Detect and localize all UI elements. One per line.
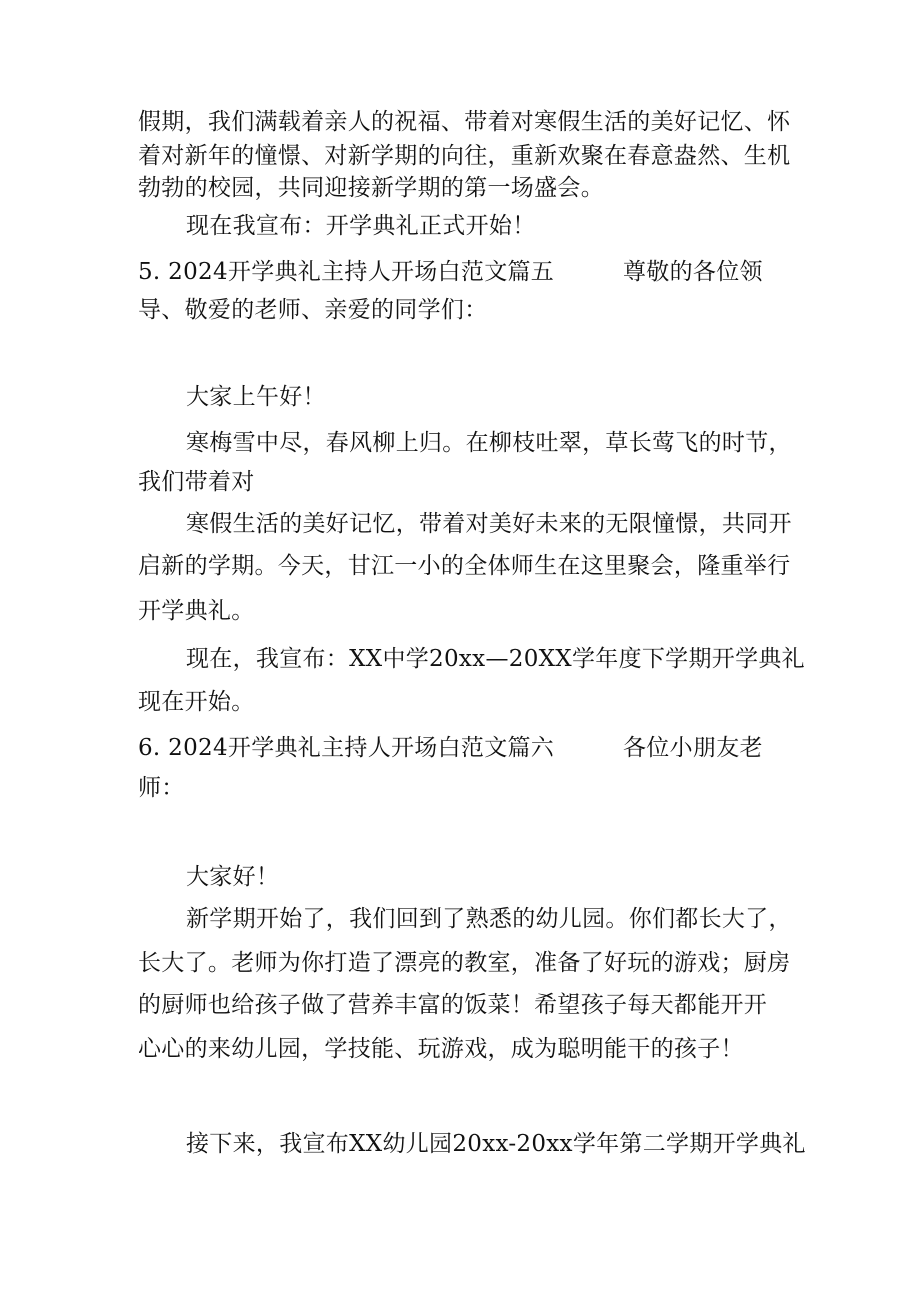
paragraph-line: 假期，我们满载着亲人的祝福、带着对寒假生活的美好记忆、怀 [138, 109, 791, 135]
paragraph-line: 的厨师也给孩子做了营养丰富的饭菜！希望孩子每天都能开开 [138, 992, 768, 1018]
paragraph-line: 长大了。老师为你打造了漂亮的教室，准备了好玩的游戏；厨房 [138, 950, 791, 976]
paragraph-line: 勃勃的校园，共同迎接新学期的第一场盛会。 [138, 175, 604, 201]
paragraph-line: 现在，我宣布：XX中学20xx—20XX学年度下学期开学典礼 [186, 646, 805, 672]
paragraph-line: 寒梅雪中尽，春风柳上归。在柳枝吐翠，草长莺飞的时节， [186, 430, 792, 456]
paragraph-line: 寒假生活的美好记忆，带着对美好未来的无限憧憬，共同开 [186, 511, 792, 537]
section-5-heading: 5. 2024开学典礼主持人开场白范文篇五 [138, 259, 555, 285]
paragraph-line: 接下来，我宣布XX幼儿园20xx-20xx学年第二学期开学典礼 [186, 1131, 806, 1157]
section-6-greeting: 大家好！ [186, 864, 280, 890]
section-5-salutation-cont: 导、敬爱的老师、亲爱的同学们： [138, 297, 488, 323]
paragraph-line: 启新的学期。今天，甘江一小的全体师生在这里聚会，隆重举行 [138, 553, 791, 579]
section-5-greeting: 大家上午好！ [186, 384, 326, 410]
paragraph-line: 开学典礼。 [138, 598, 255, 624]
paragraph-line: 新学期开始了，我们回到了熟悉的幼儿园。你们都长大了， [186, 906, 792, 932]
section-6-heading: 6. 2024开学典礼主持人开场白范文篇六 [138, 735, 555, 761]
announcement-line: 现在我宣布：开学典礼正式开始！ [186, 213, 536, 239]
section-5-salutation: 尊敬的各位领 [623, 259, 763, 285]
paragraph-line: 我们带着对 [138, 469, 255, 495]
section-6-salutation: 各位小朋友老 [623, 735, 763, 761]
paragraph-line: 着对新年的憧憬、对新学期的向往，重新欢聚在春意盎然、生机 [138, 143, 791, 169]
paragraph-line: 现在开始。 [138, 689, 255, 715]
paragraph-line: 心心的来幼儿园，学技能、玩游戏，成为聪明能干的孩子！ [138, 1036, 744, 1062]
section-6-salutation-cont: 师： [138, 775, 185, 801]
